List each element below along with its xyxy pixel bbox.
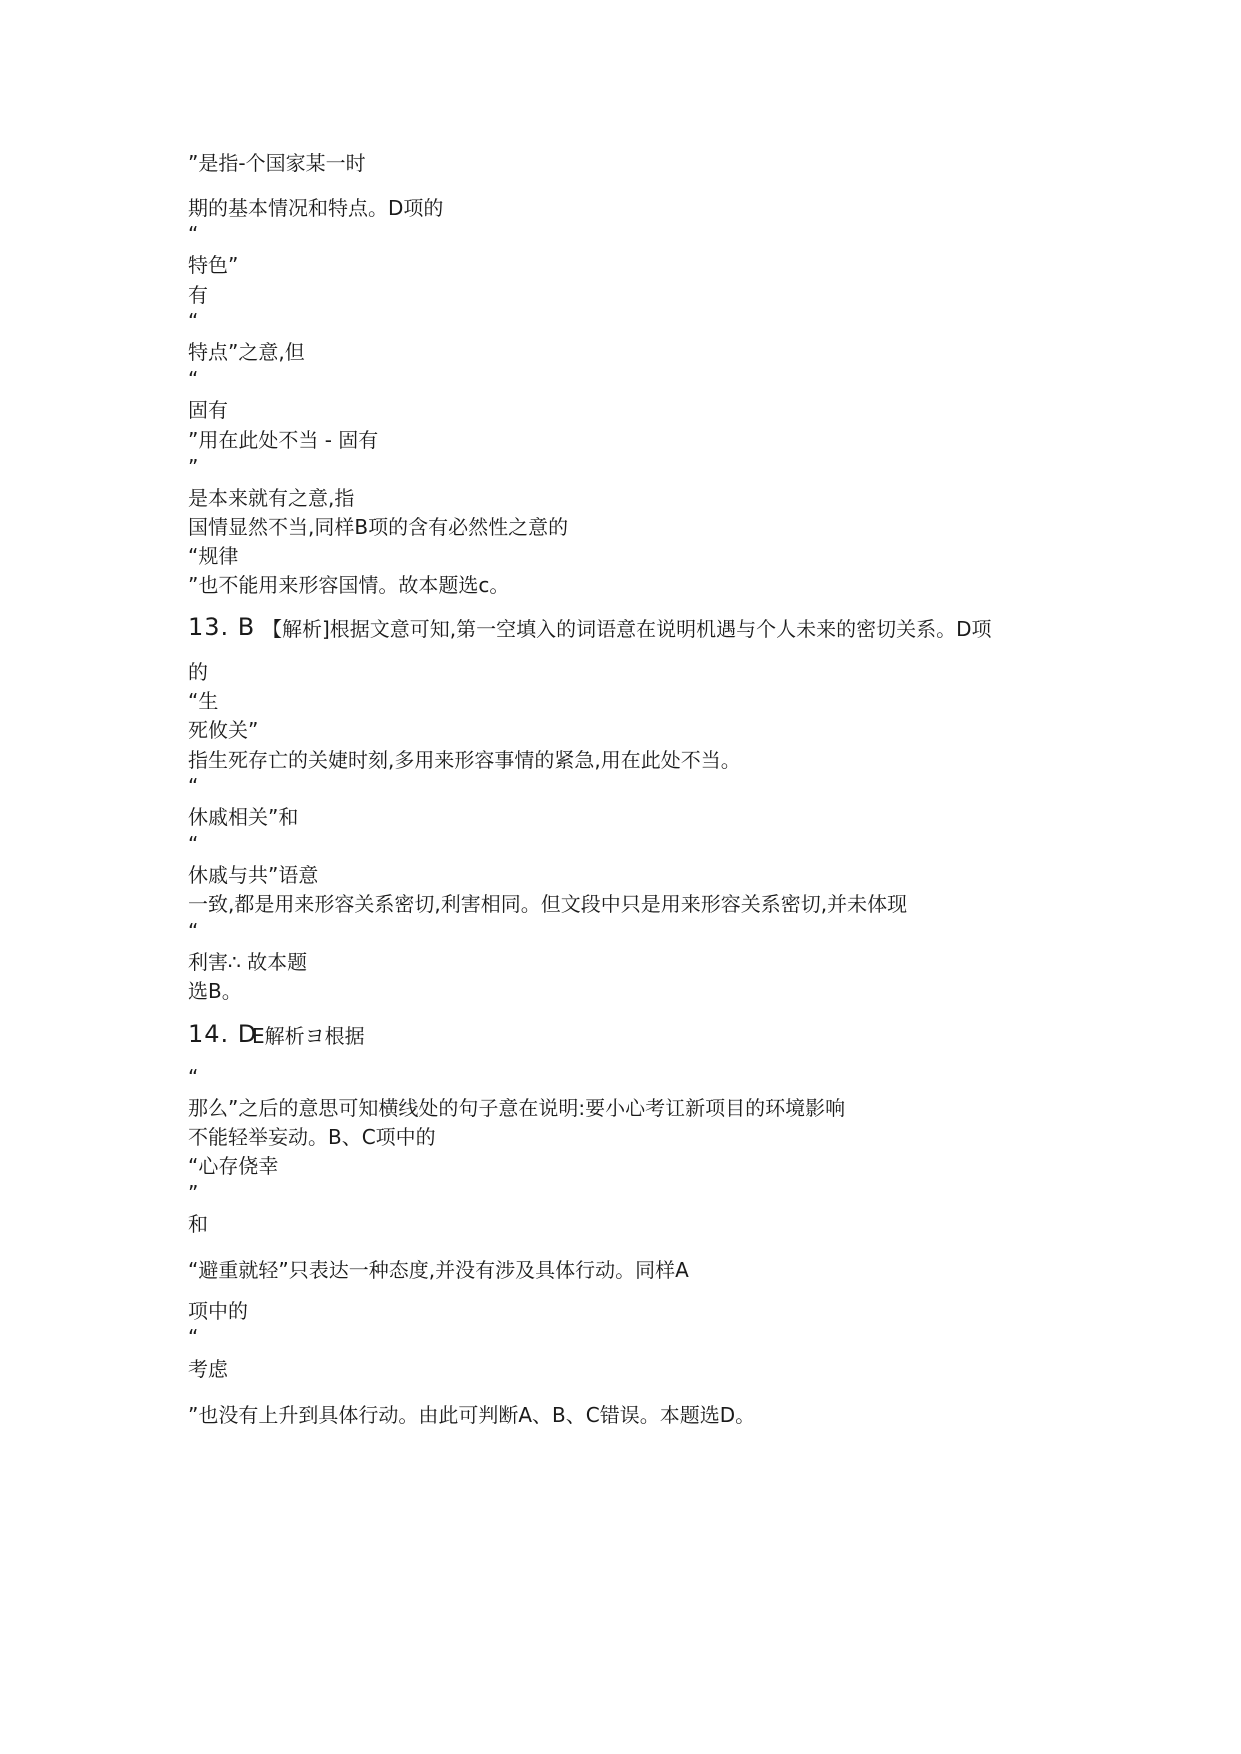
text-line: “ [188,367,199,391]
text-line: 特色” [188,253,239,277]
text-line: “ [188,832,199,856]
text-line: 期的基本情况和特点。D项的 [188,196,444,220]
text-line: 有 [188,283,208,307]
text-line: “ [188,774,199,798]
text-line: “ [188,309,199,333]
text-line: “避重就轻”只表达一种态度,并没有涉及具体行动。同样A [188,1258,689,1282]
text-line: ” [188,455,199,479]
text-line: 休戚与共”语意 [188,863,319,887]
text-line: 指生死存亡的关婕时刻,多用来形容事情的紧急,用在此处不当。 [188,748,741,772]
text-line: “心存侥幸 [188,1154,279,1178]
text-line: 选B。 [188,979,242,1003]
text-line: “ [188,919,199,943]
text-line: 【解析]根据文意可知,第一空填入的词语意在说明机遇与个人未来的密切关系。D项 [262,617,992,641]
text-line: 固有 [188,398,228,422]
text-line: 一致,都是用来形容关系密切,利害相同。但文段中只是用来形容关系密切,并未体现 [188,892,908,916]
text-line: 那么”之后的意思可知横线处的句子意在说明:要小心考讧新项目的环境影响 [188,1096,846,1120]
text-line: “ [188,1325,199,1349]
text-line: ” [188,1181,199,1205]
question-number: 14. D [188,1020,258,1048]
text-line: “规律 [188,544,239,568]
text-line: “ [188,1065,199,1089]
text-line: 死攸关” [188,718,259,742]
text-line: ”也不能用来形容国情。故本题选c。 [188,573,510,597]
text-line: 国情显然不当,同样B项的含有必然性之意的 [188,515,569,539]
text-line: 的 [188,660,208,684]
text-line: 和 [188,1212,208,1236]
text-line: “生 [188,689,219,713]
text-line: 利害∴ 故本题 [188,950,308,974]
text-line: 是本来就有之意,指 [188,486,355,510]
text-line: 不能轻举妄动。B、C项中的 [188,1125,436,1149]
text-line: ”也没有上升到具体行动。由此可判断A、B、C错误。本题选D。 [188,1403,756,1427]
text-line: 休戚相关”和 [188,805,299,829]
question-number: 13. B [188,613,256,641]
text-line: 特点”之意,但 [188,340,305,364]
text-line: ”是指-个国家某一时 [188,151,366,175]
text-line: ”用在此处不当 - 固有 [188,428,379,452]
text-line: 项中的 [188,1299,248,1323]
text-line: 考虑 [188,1357,228,1381]
text-line: E解析ヨ根据 [252,1024,365,1048]
text-line: “ [188,222,199,246]
